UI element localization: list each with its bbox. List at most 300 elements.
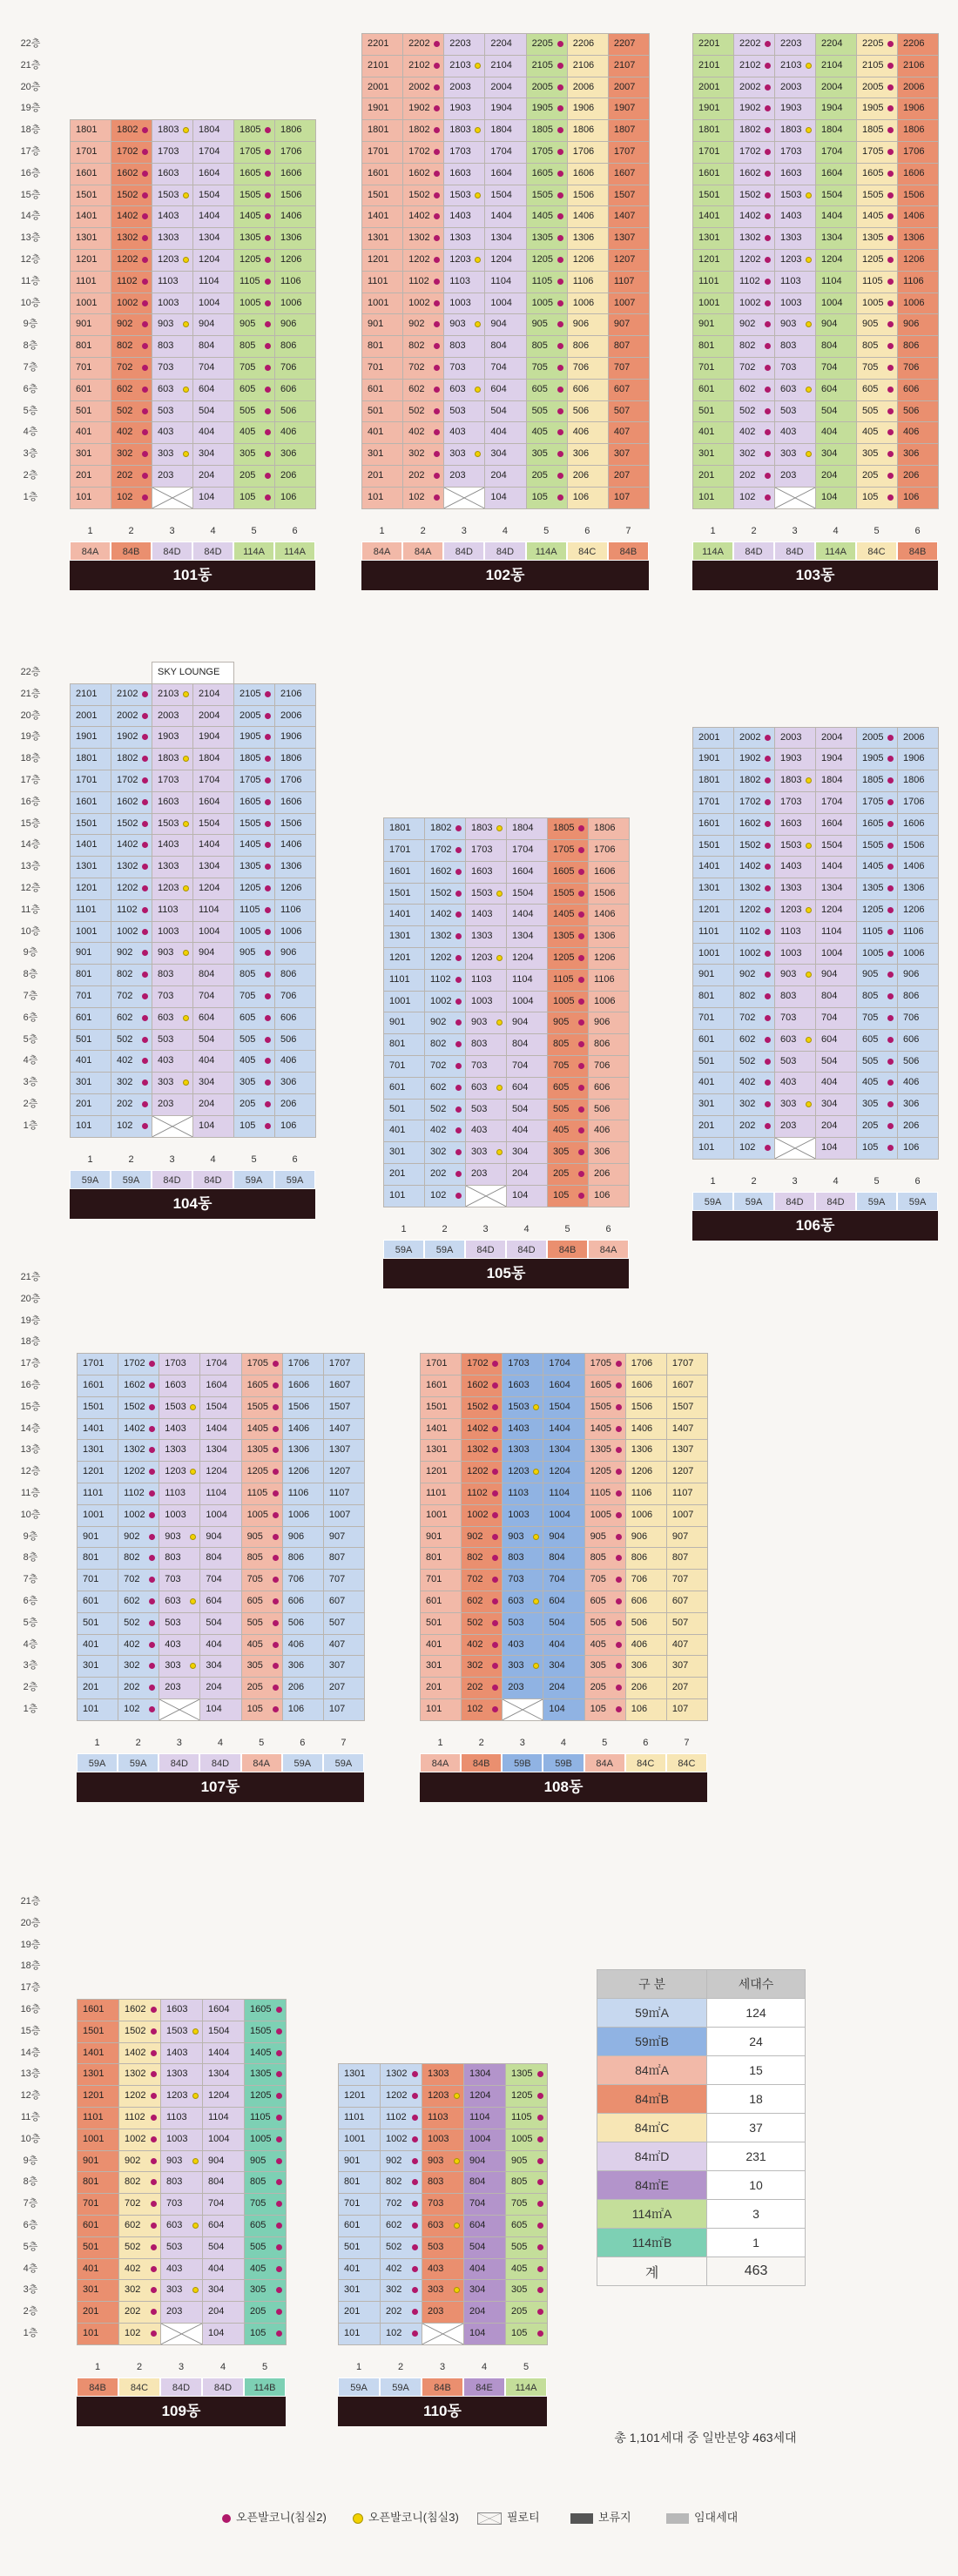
- unit-cell: 203: [502, 1677, 543, 1699]
- unit-cell: 1303: [422, 2063, 464, 2086]
- magenta-dot-icon: [142, 1079, 148, 1086]
- unit-cell: 905: [526, 313, 568, 336]
- unit-cell: 306: [274, 443, 316, 466]
- unit-cell: 806: [897, 335, 939, 358]
- magenta-dot-icon: [434, 149, 440, 155]
- legend-rental: 임대세대: [666, 2507, 738, 2528]
- unit-cell: 1405: [526, 205, 568, 228]
- unit-cell: 2001: [361, 77, 403, 99]
- unit-cell: 804: [199, 1547, 241, 1570]
- magenta-dot-icon: [557, 171, 563, 177]
- yellow-dot-icon: [183, 127, 189, 133]
- magenta-dot-icon: [142, 1123, 148, 1129]
- unit-cell: 1103: [465, 969, 507, 992]
- floor-label: 17층: [20, 145, 41, 157]
- unit-cell: 102: [118, 2323, 161, 2345]
- unit-cell: 2104: [192, 683, 234, 706]
- unit-cell: 1906: [897, 98, 939, 120]
- unit-cell: 1704: [192, 141, 234, 164]
- floor-label: 13층: [20, 1444, 41, 1456]
- magenta-dot-icon: [265, 343, 271, 349]
- unit-cell: 1007: [323, 1504, 365, 1527]
- yellow-dot-icon: [192, 2223, 199, 2229]
- unit-cell: 105: [505, 2323, 548, 2345]
- unit-cell: 203: [465, 1163, 507, 1186]
- floor-label: 21층: [20, 1272, 41, 1282]
- magenta-dot-icon: [265, 950, 271, 956]
- magenta-dot-icon: [222, 2514, 231, 2523]
- piloti-cell: [774, 1137, 816, 1160]
- magenta-dot-icon: [151, 2201, 157, 2207]
- unit-cell: 1702: [402, 141, 444, 164]
- unit-cell: 1204: [199, 1461, 241, 1483]
- unit-cell: 2002: [733, 77, 775, 99]
- magenta-dot-icon: [455, 825, 462, 831]
- floor-label: 14층: [20, 839, 41, 851]
- unit-cell: 1002: [424, 991, 466, 1013]
- unit-cell: 1601: [420, 1375, 462, 1397]
- unit-cell: 2006: [567, 77, 609, 99]
- magenta-dot-icon: [151, 2309, 157, 2315]
- unit-cell: 1504: [484, 185, 526, 207]
- unit-cell: 1405: [584, 1418, 626, 1441]
- unit-cell: 306: [588, 1141, 630, 1164]
- unit-cell: 1005: [241, 1504, 283, 1527]
- magenta-dot-icon: [142, 408, 148, 414]
- column-number: 2: [128, 525, 134, 536]
- unit-cell: 1402: [111, 205, 152, 228]
- unit-cell: 1403: [160, 2042, 203, 2065]
- unit-type-label: 59A: [323, 1753, 364, 1772]
- column-number: 4: [481, 2361, 488, 2372]
- unit-cell: 2201: [361, 33, 403, 56]
- unit-cell: 303: [159, 1655, 200, 1678]
- unit-cell: 1703: [774, 141, 816, 164]
- magenta-dot-icon: [149, 1490, 155, 1497]
- unit-cell: 201: [70, 465, 111, 488]
- unit-cell: 1907: [608, 98, 650, 120]
- unit-cell: 1704: [506, 839, 548, 862]
- magenta-dot-icon: [142, 993, 148, 999]
- unit-cell: 506: [588, 1099, 630, 1121]
- unit-cell: 1002: [111, 921, 152, 944]
- unit-cell: 2106: [897, 55, 939, 77]
- unit-cell: 1006: [274, 293, 316, 315]
- unit-cell: 205: [505, 2301, 548, 2324]
- unit-cell: 505: [244, 2236, 287, 2259]
- piloti-cell: [502, 1698, 543, 1721]
- unit-cell: 1804: [815, 770, 857, 792]
- unit-cell: 106: [625, 1698, 667, 1721]
- unit-cell: 1503: [774, 185, 816, 207]
- magenta-dot-icon: [142, 300, 148, 306]
- unit-cell: 907: [666, 1526, 708, 1549]
- magenta-dot-icon: [142, 365, 148, 371]
- unit-cell: 503: [160, 2236, 203, 2259]
- unit-cell: 1003: [443, 293, 485, 315]
- magenta-dot-icon: [578, 933, 584, 939]
- unit-cell: 302: [118, 1655, 159, 1678]
- unit-cell: 501: [383, 1099, 425, 1121]
- magenta-dot-icon: [151, 2266, 157, 2272]
- unit-cell: 1405: [241, 1418, 283, 1441]
- unit-cell: 904: [463, 2150, 506, 2173]
- unit-cell: 1005: [856, 293, 898, 315]
- piloti-cell: [422, 2323, 464, 2345]
- unit-cell: 205: [856, 1115, 898, 1138]
- floor-label: 10층: [20, 1509, 41, 1520]
- unit-cell: 1006: [282, 1504, 324, 1527]
- unit-cell: 1604: [192, 791, 234, 814]
- column-number: 3: [482, 1223, 489, 1234]
- unit-cell: 604: [192, 1007, 234, 1030]
- unit-cell: 704: [543, 1569, 584, 1591]
- unit-cell: 603: [422, 2215, 464, 2237]
- unit-cell: 802: [380, 2171, 422, 2194]
- magenta-dot-icon: [265, 494, 271, 501]
- unit-cell: 505: [547, 1099, 589, 1121]
- unit-cell: 906: [274, 313, 316, 336]
- unit-cell: 502: [111, 400, 152, 423]
- yellow-dot-icon: [496, 1019, 503, 1026]
- floor-label: 15층: [20, 189, 41, 200]
- magenta-dot-icon: [578, 1019, 584, 1026]
- unit-cell: 303: [774, 443, 816, 466]
- magenta-dot-icon: [149, 1426, 155, 1432]
- piloti-cell: [160, 2323, 203, 2345]
- unit-cell: 205: [584, 1677, 626, 1699]
- magenta-dot-icon: [265, 149, 271, 155]
- magenta-dot-icon: [887, 843, 894, 849]
- magenta-dot-icon: [273, 1361, 279, 1367]
- unit-cell: 801: [77, 2171, 119, 2194]
- magenta-dot-icon: [492, 1577, 498, 1583]
- unit-cell: 803: [502, 1547, 543, 1570]
- magenta-dot-icon: [765, 951, 771, 957]
- unit-cell: 404: [202, 2258, 245, 2281]
- unit-cell: 405: [584, 1634, 626, 1657]
- unit-cell: 1205: [526, 249, 568, 272]
- unit-cell: 1307: [666, 1439, 708, 1462]
- unit-cell: 504: [543, 1612, 584, 1635]
- unit-cell: 1805: [233, 119, 275, 142]
- unit-cell: 1505: [584, 1396, 626, 1419]
- unit-cell: 806: [567, 335, 609, 358]
- unit-cell: 207: [666, 1677, 708, 1699]
- yellow-dot-icon: [475, 257, 481, 263]
- magenta-dot-icon: [616, 1404, 622, 1410]
- unit-cell: 1302: [424, 925, 466, 948]
- unit-cell: 1502: [402, 185, 444, 207]
- magenta-dot-icon: [149, 1620, 155, 1626]
- unit-cell: 1601: [383, 861, 425, 884]
- unit-cell: 1805: [233, 748, 275, 770]
- magenta-dot-icon: [151, 2007, 157, 2013]
- unit-cell: 503: [152, 400, 193, 423]
- floor-label: 8층: [23, 340, 38, 352]
- yellow-dot-icon: [806, 321, 812, 327]
- magenta-dot-icon: [273, 1426, 279, 1432]
- magenta-dot-icon: [455, 1171, 462, 1177]
- unit-cell: 503: [502, 1612, 543, 1635]
- unit-type-label: 84C: [666, 1753, 707, 1772]
- unit-cell: 406: [274, 421, 316, 444]
- unit-cell: 1903: [774, 98, 816, 120]
- unit-cell: 902: [118, 1526, 159, 1549]
- unit-cell: 1202: [733, 899, 775, 922]
- floor-label: 2층: [23, 2306, 38, 2317]
- unit-cell: 605: [584, 1591, 626, 1613]
- unit-cell: 1402: [733, 205, 775, 228]
- unit-cell: 2003: [443, 77, 485, 99]
- unit-cell: 1302: [733, 227, 775, 250]
- summary-row: [597, 2028, 806, 2056]
- magenta-dot-icon: [887, 885, 894, 891]
- unit-cell: 501: [70, 1029, 111, 1052]
- unit-cell: 104: [192, 487, 234, 509]
- unit-cell: 2004: [815, 727, 857, 750]
- yellow-dot-icon: [192, 2093, 199, 2099]
- unit-cell: 1403: [465, 904, 507, 926]
- magenta-dot-icon: [616, 1469, 622, 1475]
- unit-cell: 1205: [505, 2085, 548, 2108]
- unit-cell: 1603: [443, 163, 485, 185]
- magenta-dot-icon: [455, 1193, 462, 1199]
- unit-cell: 1902: [402, 98, 444, 120]
- floor-label: 6층: [23, 2219, 38, 2230]
- unit-cell: 1304: [202, 2063, 245, 2086]
- column-number: 6: [292, 525, 298, 536]
- magenta-dot-icon: [434, 213, 440, 219]
- magenta-dot-icon: [151, 2093, 157, 2099]
- unit-cell: 305: [241, 1655, 283, 1678]
- unit-cell: 1206: [588, 947, 630, 970]
- floor-label: 7층: [23, 2198, 38, 2209]
- unit-cell: 1207: [608, 249, 650, 272]
- floor-label: 16층: [20, 1379, 41, 1390]
- magenta-dot-icon: [265, 929, 271, 935]
- column-number: 1: [401, 1223, 407, 1234]
- unit-cell: 905: [856, 964, 898, 986]
- unit-cell: 605: [547, 1077, 589, 1100]
- unit-cell: 603: [152, 1007, 193, 1030]
- unit-cell: 1506: [588, 883, 630, 905]
- unit-cell: 502: [111, 1029, 152, 1052]
- unit-type-label: 84C: [567, 541, 608, 561]
- magenta-dot-icon: [142, 1101, 148, 1107]
- unit-cell: 1105: [547, 969, 589, 992]
- unit-cell: 804: [463, 2171, 506, 2194]
- unit-type-label: 114A: [526, 541, 567, 561]
- unit-cell: 1302: [733, 878, 775, 900]
- magenta-dot-icon: [273, 1663, 279, 1669]
- unit-cell: 1406: [588, 904, 630, 926]
- unit-cell: 2003: [774, 727, 816, 750]
- unit-cell: 101: [361, 487, 403, 509]
- unit-type-label: 59A: [733, 1192, 774, 1211]
- unit-cell: 805: [856, 985, 898, 1008]
- unit-cell: 201: [383, 1163, 425, 1186]
- column-number: 4: [217, 1737, 224, 1748]
- magenta-dot-icon: [412, 2287, 418, 2293]
- magenta-dot-icon: [265, 864, 271, 870]
- unit-cell: 1201: [361, 249, 403, 272]
- unit-cell: 1307: [608, 227, 650, 250]
- unit-cell: 1706: [897, 141, 939, 164]
- unit-cell: 1203: [422, 2085, 464, 2108]
- unit-cell: 403: [774, 421, 816, 444]
- unit-cell: 302: [111, 1072, 152, 1094]
- unit-cell: 1306: [567, 227, 609, 250]
- unit-cell: 902: [424, 1012, 466, 1034]
- unit-cell: 506: [567, 400, 609, 423]
- column-number: 6: [584, 525, 590, 536]
- magenta-dot-icon: [142, 907, 148, 913]
- magenta-dot-icon: [142, 192, 148, 198]
- unit-cell: 805: [233, 335, 275, 358]
- unit-cell: 806: [274, 335, 316, 358]
- unit-cell: 601: [420, 1591, 462, 1613]
- magenta-dot-icon: [557, 365, 563, 371]
- unit-cell: 1406: [282, 1418, 324, 1441]
- unit-type-label: 84B: [422, 2378, 463, 2397]
- unit-cell: 704: [192, 357, 234, 380]
- unit-cell: 1506: [897, 185, 939, 207]
- unit-cell: 401: [338, 2258, 381, 2281]
- unit-cell: 902: [111, 942, 152, 965]
- unit-cell: 1204: [815, 899, 857, 922]
- unit-cell: 1704: [199, 1353, 241, 1375]
- unit-cell: 206: [567, 465, 609, 488]
- unit-cell: 801: [383, 1033, 425, 1056]
- magenta-dot-icon: [616, 1447, 622, 1453]
- magenta-dot-icon: [557, 494, 563, 501]
- unit-cell: 1402: [118, 2042, 161, 2065]
- unit-cell: 1902: [733, 748, 775, 770]
- unit-cell: 602: [118, 2215, 161, 2237]
- magenta-dot-icon: [273, 1577, 279, 1583]
- unit-cell: 802: [461, 1547, 503, 1570]
- summary-type: 84㎡E: [597, 2171, 707, 2200]
- unit-cell: 1503: [465, 883, 507, 905]
- unit-cell: 1206: [897, 249, 939, 272]
- unit-cell: 206: [274, 1093, 316, 1116]
- unit-cell: 201: [70, 1093, 111, 1116]
- unit-cell: 601: [692, 379, 734, 401]
- unit-cell: 204: [202, 2301, 245, 2324]
- magenta-dot-icon: [151, 2244, 157, 2250]
- unit-cell: 1801: [383, 817, 425, 840]
- unit-cell: 1401: [77, 1418, 118, 1441]
- unit-cell: 1603: [159, 1375, 200, 1397]
- unit-cell: 2202: [402, 33, 444, 56]
- unit-cell: 1305: [244, 2063, 287, 2086]
- magenta-dot-icon: [887, 192, 894, 198]
- unit-cell: 1202: [111, 249, 152, 272]
- unit-cell: 2105: [856, 55, 898, 77]
- unit-cell: 1703: [152, 141, 193, 164]
- unit-cell: 104: [484, 487, 526, 509]
- unit-cell: 1404: [815, 205, 857, 228]
- unit-cell: 1302: [118, 2063, 161, 2086]
- magenta-dot-icon: [492, 1512, 498, 1518]
- unit-cell: 2105: [233, 683, 275, 706]
- unit-cell: 604: [815, 379, 857, 401]
- floor-label: 5층: [23, 2241, 38, 2252]
- unit-cell: 1104: [484, 271, 526, 293]
- unit-type-label: 59A: [338, 2378, 380, 2397]
- unit-cell: 707: [666, 1569, 708, 1591]
- unit-cell: 503: [774, 400, 816, 423]
- unit-cell: 901: [77, 1526, 118, 1549]
- unit-cell: 301: [77, 1655, 118, 1678]
- magenta-dot-icon: [149, 1512, 155, 1518]
- magenta-dot-icon: [492, 1706, 498, 1712]
- unit-cell: 1905: [856, 748, 898, 770]
- magenta-dot-icon: [578, 955, 584, 961]
- unit-cell: 1605: [856, 163, 898, 185]
- unit-cell: 1506: [274, 185, 316, 207]
- unit-cell: 1903: [774, 748, 816, 770]
- floor-label: 16층: [20, 167, 41, 178]
- unit-cell: 803: [152, 964, 193, 986]
- magenta-dot-icon: [273, 1598, 279, 1604]
- unit-cell: 1602: [733, 163, 775, 185]
- magenta-dot-icon: [765, 799, 771, 805]
- unit-cell: 202: [118, 2301, 161, 2324]
- unit-cell: 1201: [77, 2085, 119, 2108]
- unit-cell: 601: [338, 2215, 381, 2237]
- unit-cell: 401: [420, 1634, 462, 1657]
- magenta-dot-icon: [455, 891, 462, 897]
- unit-cell: 604: [202, 2215, 245, 2237]
- unit-cell: 1106: [897, 921, 939, 944]
- floor-label: 19층: [20, 731, 41, 743]
- unit-cell: 1204: [506, 947, 548, 970]
- magenta-dot-icon: [537, 2179, 543, 2185]
- unit-cell: 206: [897, 465, 939, 488]
- unit-type-label: 59A: [380, 2378, 422, 2397]
- unit-cell: 1305: [505, 2063, 548, 2086]
- magenta-dot-icon: [887, 63, 894, 69]
- magenta-dot-icon: [887, 300, 894, 306]
- unit-cell: 1803: [443, 119, 485, 142]
- unit-cell: 1305: [856, 878, 898, 900]
- unit-cell: 1603: [160, 1999, 203, 2021]
- unit-cell: 404: [463, 2258, 506, 2281]
- magenta-dot-icon: [273, 1620, 279, 1626]
- column-number: 4: [833, 1175, 839, 1187]
- column-number: 1: [355, 2361, 362, 2372]
- unit-cell: 1806: [897, 119, 939, 142]
- piloti-cell: [159, 1698, 200, 1721]
- unit-cell: 803: [422, 2171, 464, 2194]
- unit-cell: 1004: [506, 991, 548, 1013]
- magenta-dot-icon: [887, 1101, 894, 1107]
- magenta-dot-icon: [492, 1555, 498, 1561]
- unit-cell: 1201: [692, 899, 734, 922]
- unit-cell: 901: [70, 313, 111, 336]
- unit-cell: 405: [505, 2258, 548, 2281]
- unit-cell: 1303: [152, 856, 193, 878]
- unit-cell: 1704: [815, 141, 857, 164]
- magenta-dot-icon: [616, 1706, 622, 1712]
- floor-labels: [16, 1267, 45, 1720]
- summary-count: 10: [707, 2171, 806, 2200]
- summary-row: [597, 2056, 806, 2085]
- unit-cell: 2104: [484, 55, 526, 77]
- unit-cell: 2001: [692, 727, 734, 750]
